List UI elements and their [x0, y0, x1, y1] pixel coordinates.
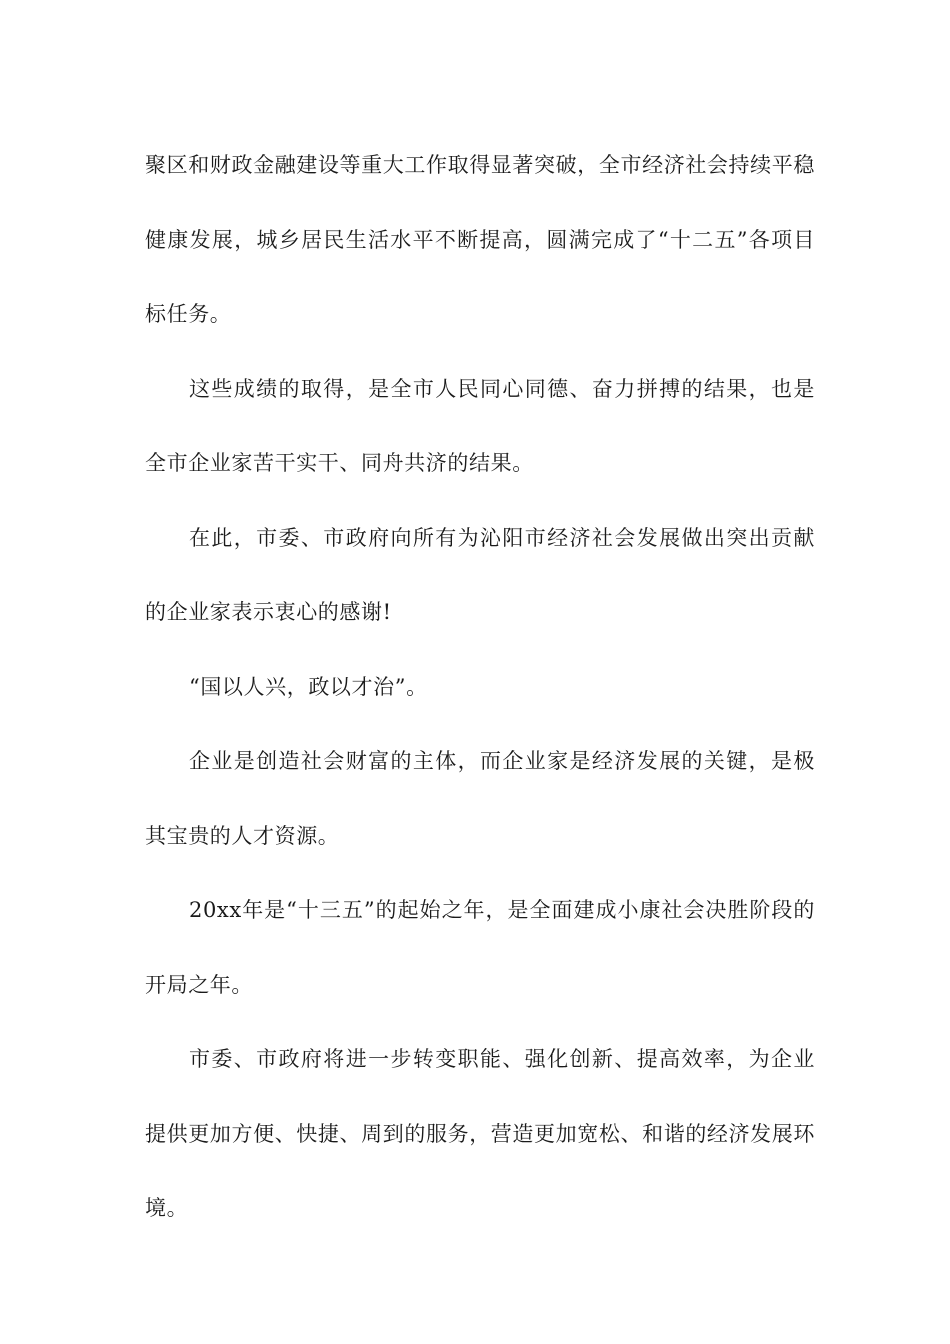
paragraph-1: 聚区和财政金融建设等重大工作取得显著突破，全市经济社会持续平稳健康发展，城乡居民生活水平不断提高，圆满完成了“十二五”各项目标任务。 — [145, 153, 815, 326]
paragraph-7: 市委、市政府将进一步转变职能、强化创新、提高效率，为企业提供更加方便、快捷、周到的服务，营造更加宽松、和谐的经济发展环境。 — [145, 1047, 815, 1220]
paragraph-2: 这些成绩的取得，是全市人民同心同德、奋力拼搏的结果，也是全市企业家苦干实干、同舟共济的结果。 — [145, 376, 815, 475]
document-body — [145, 128, 815, 1246]
paragraph-3: 在此，市委、市政府向所有为沁阳市经济社会发展做出突出贡献的企业家表示衷心的感谢! — [145, 525, 815, 624]
paragraph-4: “国以人兴，政以才治”。 — [189, 674, 428, 699]
paragraph-5: 企业是创造社会财富的主体，而企业家是经济发展的关键，是极其宝贵的人才资源。 — [145, 749, 815, 848]
paragraph-6: 20xx年是“十三五”的起始之年，是全面建成小康社会决胜阶段的开局之年。 — [145, 898, 815, 997]
